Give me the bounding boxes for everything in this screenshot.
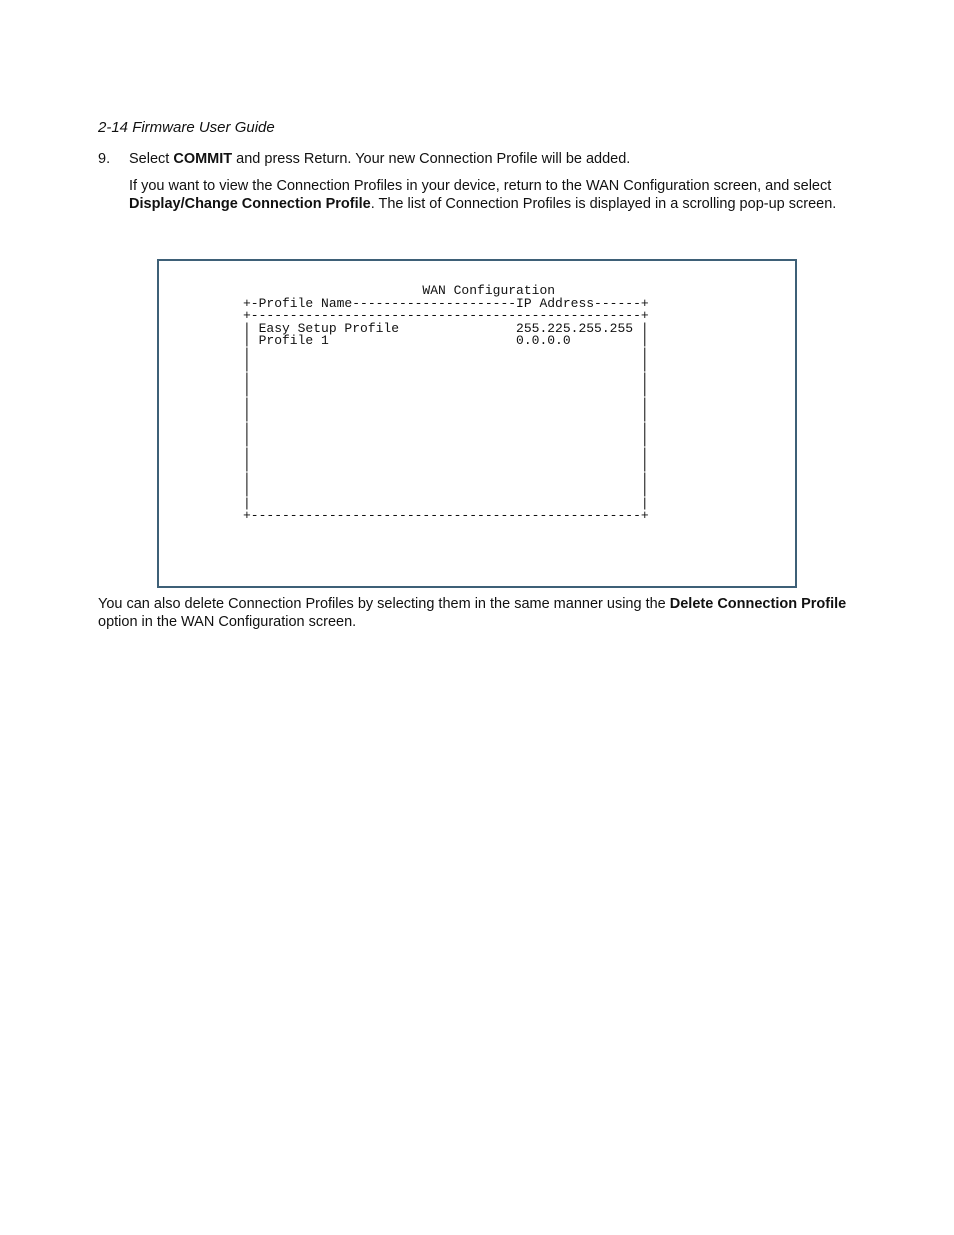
commit-keyword: COMMIT	[173, 151, 233, 167]
terminal-screen	[243, 285, 649, 523]
display-change-keyword: Display/Change Connection Profile	[129, 196, 371, 212]
table-footer-line: +--------------------------------------------------+	[243, 508, 649, 523]
step-text: Select COMMIT and press Return. Your new Connection Profile will be added.	[129, 151, 631, 167]
delete-connection-keyword: Delete Connection Profile	[669, 596, 847, 612]
profile-row: | Profile 1 0.0.0.0 |	[243, 333, 649, 348]
step-number: 9.	[98, 151, 111, 167]
delete-profiles-paragraph: You can also delete Connection Profiles by selecting them in the same manner using the Delete Connection Profile option in the WAN Configuration screen.	[98, 596, 847, 630]
view-profiles-paragraph: If you want to view the Connection Profiles in your device, return to the WAN Configuration screen, and select Display/Change Connection Profile. The list of Connection Profiles is displayed in a scrolling pop-up screen.	[129, 178, 837, 212]
profile-row: | Easy Setup Profile 255.225.255.255 |	[243, 320, 649, 336]
table-header-line: +-Profile Name---------------------IP Address------+	[243, 295, 649, 311]
screen-title: WAN Configuration	[243, 283, 556, 298]
empty-rows: | | | | | | | | | | | | | | | | | | | | | | | | | |	[243, 345, 649, 511]
wan-configuration-screenshot	[157, 259, 797, 588]
page-header: 2-14 Firmware User Guide	[98, 119, 275, 136]
table-separator-line: +--------------------------------------------------+	[243, 308, 649, 323]
